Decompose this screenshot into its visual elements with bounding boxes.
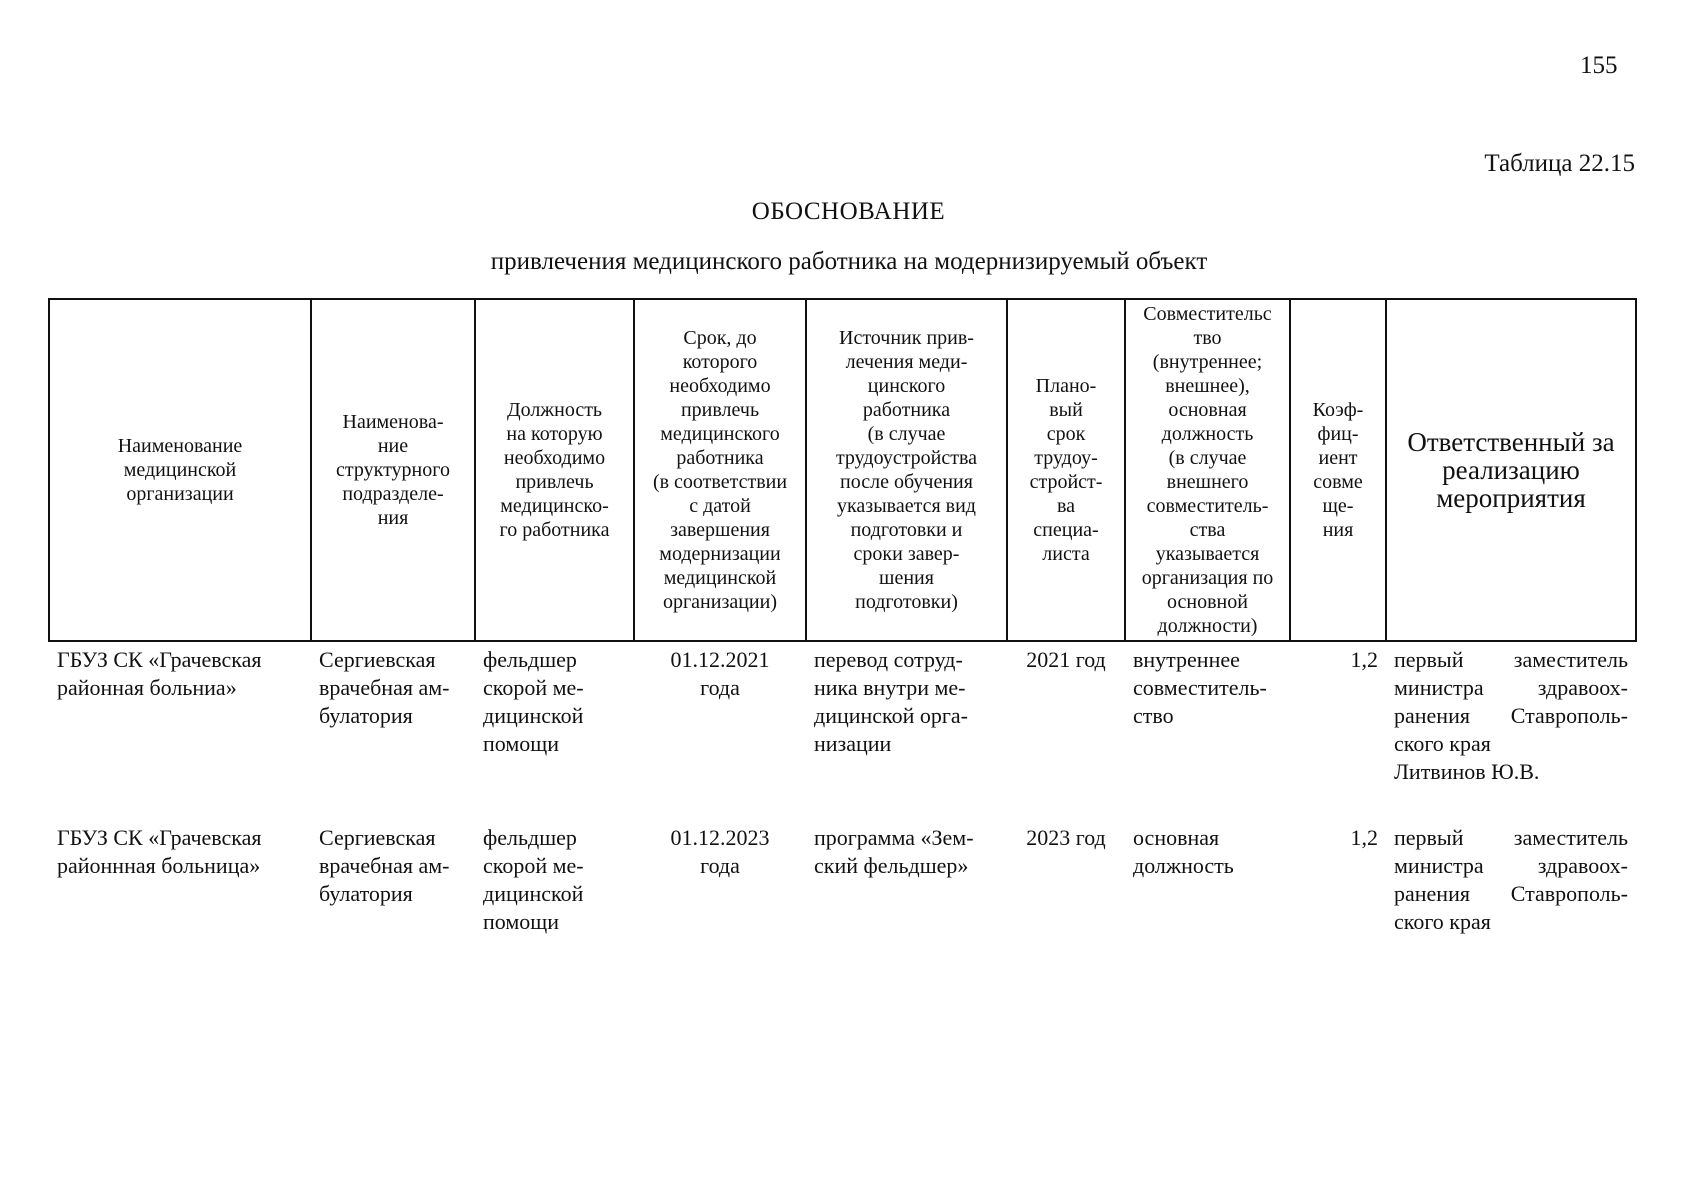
cell-line: ва: [1056, 495, 1076, 517]
cell-line: Наименова-: [342, 411, 444, 433]
cell-line: должности): [1157, 615, 1258, 637]
cell-line: министра здравоох-: [1394, 853, 1628, 878]
cell-line: перевод сотруд-: [814, 647, 963, 672]
cell-position: [475, 641, 634, 820]
cell-line: Коэф-: [1312, 399, 1364, 421]
cell-line: медицинского: [660, 423, 780, 445]
cell-line: ГБУЗ СК «Грачевская: [57, 647, 262, 672]
cell-line: ского края: [1394, 909, 1491, 934]
cell-line: реализацию: [1442, 455, 1580, 485]
cell-line: специа-: [1033, 519, 1099, 541]
cell-line: внешнее),: [1165, 375, 1250, 397]
cell-line: ство: [1133, 703, 1174, 728]
cell-line: дицинской орга-: [814, 703, 969, 728]
header-position: [475, 299, 634, 641]
cell-combination: [1125, 641, 1290, 820]
cell-line: первый заместитель: [1394, 825, 1628, 850]
cell-line: должность: [1161, 423, 1254, 445]
cell-line: 01.12.2023: [670, 825, 770, 850]
cell-line: подготовки): [855, 591, 958, 613]
header-deadline: [634, 299, 806, 641]
cell-deadline: [634, 641, 806, 820]
cell-line: листа: [1042, 543, 1090, 565]
cell-line: врачебная ам-: [319, 853, 450, 878]
cell-line: Наименование: [117, 435, 243, 457]
header-responsible: [1386, 299, 1636, 641]
cell-line: подразделе-: [342, 483, 444, 505]
cell-line: вый: [1049, 399, 1083, 421]
cell-line: шения: [879, 567, 934, 589]
cell-line: завершения: [670, 519, 770, 541]
cell-org: [49, 641, 311, 820]
cell-line: сроки завер-: [853, 543, 960, 565]
cell-line: помощи: [483, 909, 559, 934]
cell-line: булатория: [319, 703, 413, 728]
cell-line: необходимо: [669, 375, 771, 397]
cell-line: ранения Ставрополь-: [1394, 881, 1628, 906]
cell-line: организации: [126, 483, 234, 505]
cell-line: 01.12.2021: [670, 647, 770, 672]
cell-line: с датой: [689, 495, 751, 517]
cell-line: подготовки и: [850, 519, 963, 541]
cell-line: фельдшер: [483, 825, 577, 850]
table-row: [49, 820, 1636, 970]
cell-source: [806, 820, 1007, 970]
cell-line: года: [700, 853, 740, 878]
header-combination: [1125, 299, 1290, 641]
cell-line: го работника: [499, 519, 610, 541]
cell-line: булатория: [319, 881, 413, 906]
cell-line: организация по: [1141, 567, 1274, 589]
cell-position: [475, 820, 634, 970]
cell-line: ранения Ставрополь-: [1394, 703, 1628, 728]
cell-line: трудоу-: [1034, 447, 1098, 469]
cell-combination: [1125, 820, 1290, 970]
cell-line: трудоустройства: [835, 447, 978, 469]
cell-line: привлечь: [515, 471, 594, 493]
cell-line: которого: [682, 351, 758, 373]
cell-line: низации: [814, 731, 892, 756]
cell-line: привлечь: [680, 399, 760, 421]
cell-line: основная: [1133, 825, 1220, 850]
cell-line: Ответственный за: [1407, 427, 1615, 457]
cell-line: срок: [1046, 423, 1086, 445]
cell-line: программа «Зем-: [814, 825, 974, 850]
cell-line: фиц-: [1317, 423, 1359, 445]
cell-line: указывается вид: [837, 495, 976, 517]
cell-line: ский фельдшер»: [814, 853, 969, 878]
cell-line: Срок, до: [683, 327, 757, 349]
cell-responsible: [1386, 820, 1636, 970]
cell-line: после обучения: [840, 471, 973, 493]
cell-line: министра здравоох-: [1394, 675, 1628, 700]
cell-line: тво: [1193, 327, 1222, 349]
cell-line: ГБУЗ СК «Грачевская: [57, 825, 262, 850]
cell-line: лечения меди-: [845, 351, 968, 373]
cell-line: Плано-: [1035, 375, 1097, 397]
justification-table: [48, 298, 1637, 970]
cell-line: (в соответствии: [652, 471, 788, 493]
cell-line: необходимо: [503, 447, 606, 469]
cell-planned-term: 2023 год: [1026, 825, 1106, 850]
header-planned-term: [1007, 299, 1125, 641]
cell-line: совме: [1313, 471, 1363, 493]
cell-line: на которую: [506, 423, 603, 445]
cell-line: организации): [662, 591, 778, 613]
cell-line: фельдшер: [483, 647, 577, 672]
cell-line: (в случае: [867, 423, 946, 445]
cell-line: медицинско-: [500, 495, 609, 517]
cell-line: Источник прив-: [839, 327, 974, 349]
cell-line: работника: [862, 399, 951, 421]
table-row: [49, 641, 1636, 820]
header-coefficient: [1290, 299, 1386, 641]
cell-line: иент: [1318, 447, 1358, 469]
cell-line: мероприятия: [1436, 483, 1586, 513]
cell-line: районнная больница»: [57, 853, 261, 878]
header-source: [806, 299, 1007, 641]
header-row: [49, 299, 1636, 641]
cell-source: [806, 641, 1007, 820]
cell-line: стройст-: [1029, 471, 1103, 493]
page-number: 155: [1580, 52, 1618, 79]
cell-line: модернизации: [659, 543, 781, 565]
header-division: [311, 299, 475, 641]
cell-line: ния: [377, 507, 409, 529]
table-label: Таблица 22.15: [1484, 150, 1635, 177]
cell-line: года: [700, 675, 740, 700]
cell-line: ния: [1322, 519, 1354, 541]
cell-line: Литвинов Ю.В.: [1394, 759, 1540, 784]
cell-coefficient: 1,2: [1350, 825, 1378, 850]
cell-org: [49, 820, 311, 970]
cell-line: медицинской: [663, 567, 777, 589]
cell-line: врачебная ам-: [319, 675, 450, 700]
cell-line: скорой ме-: [483, 675, 584, 700]
cell-line: дицинской: [483, 703, 584, 728]
cell-line: внешнего: [1166, 471, 1249, 493]
cell-responsible: [1386, 641, 1636, 820]
cell-line: работника: [676, 447, 764, 469]
cell-line: основная: [1168, 399, 1247, 421]
cell-line: внутреннее: [1133, 647, 1240, 672]
cell-line: ства: [1189, 519, 1226, 541]
cell-line: структурного: [336, 459, 450, 481]
cell-line: Сергиевская: [319, 647, 436, 672]
cell-line: скорой ме-: [483, 853, 584, 878]
cell-line: (в случае: [1168, 447, 1247, 469]
cell-division: [311, 820, 475, 970]
cell-line: первый заместитель: [1394, 647, 1628, 672]
document-title: ОБОСНОВАНИЕ: [751, 198, 946, 225]
cell-line: дицинской: [483, 881, 584, 906]
cell-line: ще-: [1322, 495, 1354, 517]
cell-line: медицинской: [123, 459, 237, 481]
cell-line: совместитель-: [1146, 495, 1269, 517]
cell-line: цинского: [867, 375, 946, 397]
cell-line: районная больниа»: [57, 675, 237, 700]
cell-deadline: [634, 820, 806, 970]
cell-coefficient: 1,2: [1350, 647, 1378, 672]
cell-line: ского края: [1394, 731, 1491, 756]
cell-line: (внутреннее;: [1152, 351, 1263, 373]
cell-line: ника внутри ме-: [814, 675, 966, 700]
cell-line: ние: [377, 435, 409, 457]
cell-line: Должность: [506, 399, 603, 421]
cell-line: указывается: [1155, 543, 1260, 565]
cell-division: [311, 641, 475, 820]
cell-line: совместитель-: [1133, 675, 1267, 700]
cell-planned-term: 2021 год: [1026, 647, 1106, 672]
cell-line: помощи: [483, 731, 559, 756]
cell-line: Сергиевская: [319, 825, 436, 850]
cell-line: должность: [1133, 853, 1234, 878]
cell-line: основной: [1167, 591, 1248, 613]
document-subtitle: привлечения медицинского работника на модернизируемый объект: [490, 248, 1208, 275]
document-subtitle-wrap: [0, 248, 1697, 276]
cell-line: Совместительс: [1143, 303, 1272, 325]
header-org-name: [49, 299, 311, 641]
